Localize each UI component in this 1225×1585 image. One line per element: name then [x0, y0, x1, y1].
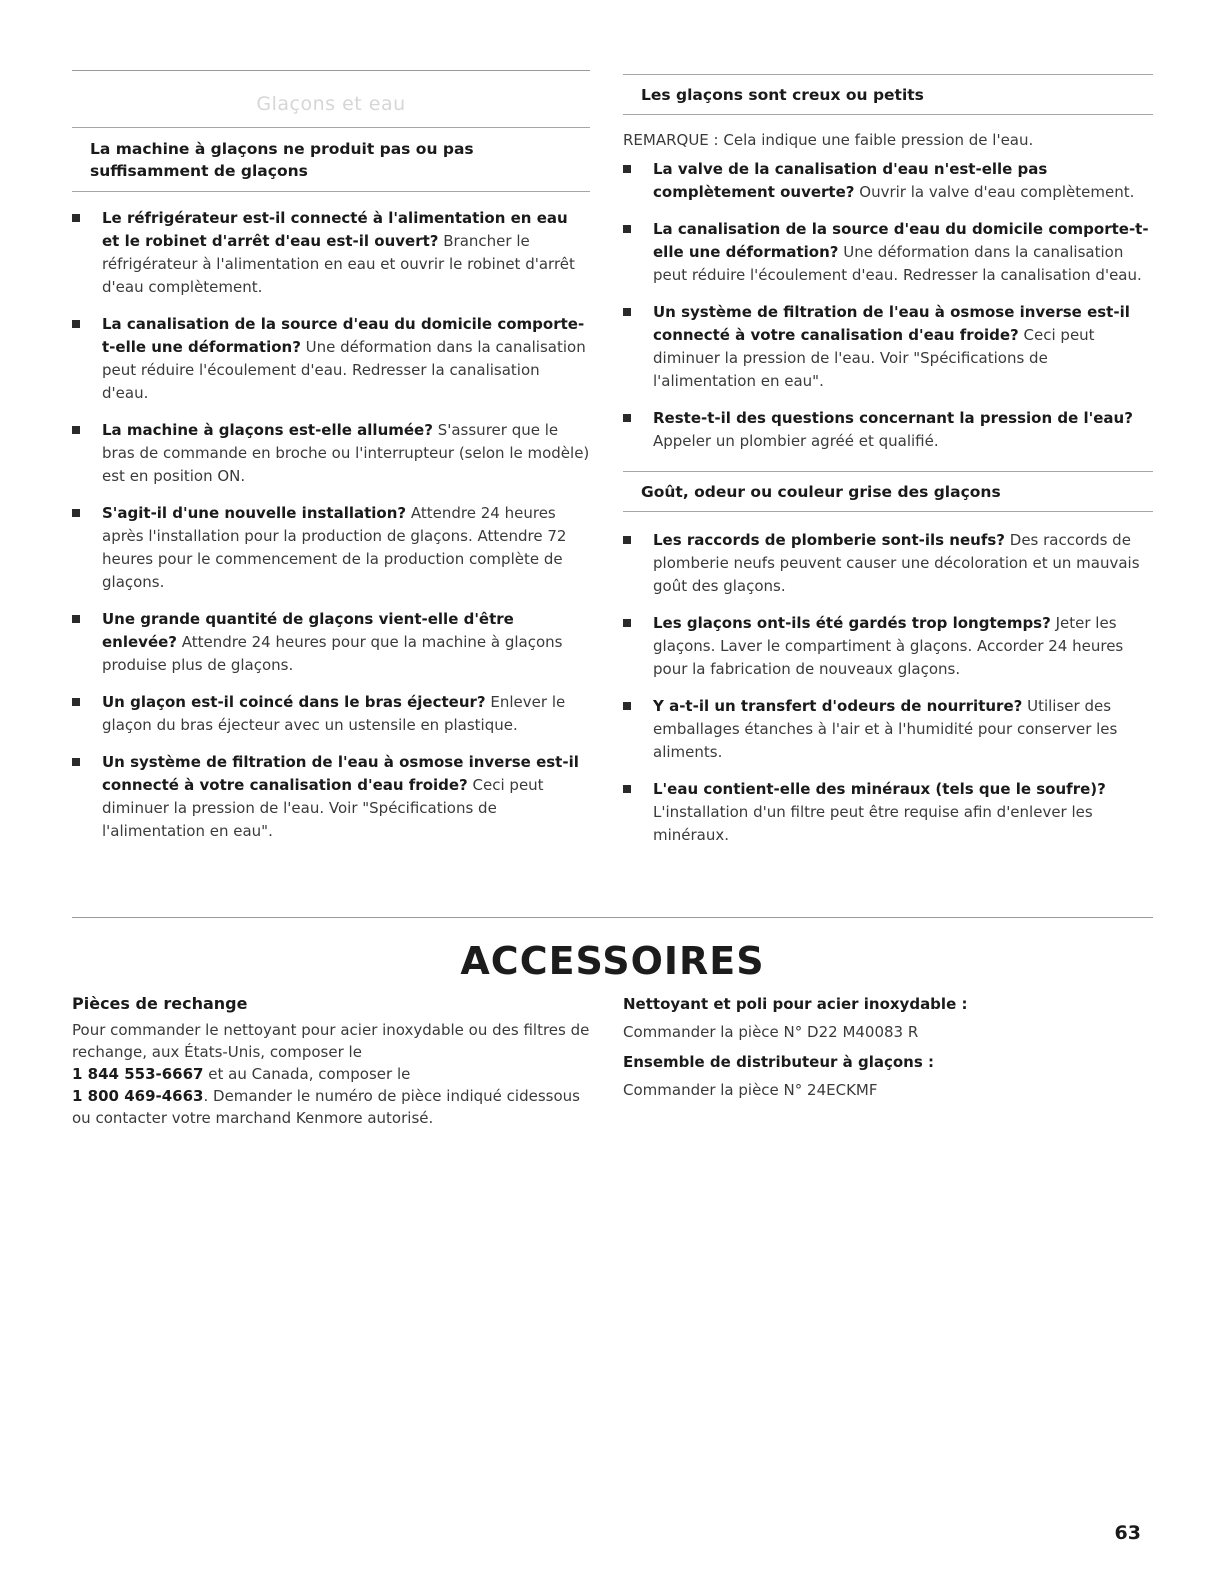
bullet-square-icon: [72, 758, 80, 766]
bullet-square-icon: [623, 225, 631, 233]
bullet-square-icon: [623, 165, 631, 173]
subhead-taste-odor: Goût, odeur ou couleur grise des glaçons: [641, 483, 1001, 501]
list-item: Y a-t-il un transfert d'odeurs de nourriture? Utiliser des emballages étanches à l'air et à l'humidité pour conserver les aliments.: [623, 695, 1153, 764]
list-item: Reste-t-il des questions concernant la pression de l'eau? Appeler un plombier agréé et qualifié.: [623, 407, 1153, 453]
cleaner-label: Nettoyant et poli pour acier inoxydable :: [623, 995, 968, 1013]
note: REMARQUE : Cela indique une faible pression de l'eau.: [623, 131, 1034, 149]
bullet-square-icon: [72, 426, 80, 434]
dispenser-part-number: Commander la pièce N° 24ECKMF: [623, 1081, 878, 1099]
right-column: [623, 74, 1153, 861]
list-item: L'eau contient-elle des minéraux (tels que le soufre)? L'installation d'un filtre peut être requise afin d'enlever les minéraux.: [623, 778, 1153, 847]
list-item: La canalisation de la source d'eau du domicile comporte-t-elle une déformation? Une déformation dans la canalisation peut réduire l'écoulement d'eau. Redresser la canalisation d'eau.: [623, 218, 1153, 287]
subhead-hollow-ice: Les glaçons sont creux ou petits: [641, 86, 924, 104]
replacement-parts-heading: Pièces de rechange: [72, 994, 248, 1013]
bullet-square-icon: [623, 536, 631, 544]
replacement-parts-text: Pour commander le nettoyant pour acier inoxydable ou des filtres de rechange, aux États-Unis, composer le 1 844 553-6667 et au Canada, composer le 1 800 469-4663. Demander le numéro de pièce indiqué cidessous ou contacter votre marchand Kenmore autorisé.: [72, 1021, 590, 1127]
list-item: Une grande quantité de glaçons vient-elle d'être enlevée? Attendre 24 heures pour que la machine à glaçons produise plus de glaçons.: [72, 608, 590, 677]
subhead-ice-production: La machine à glaçons ne produit pas ou pas suffisamment de glaçons: [90, 140, 474, 180]
bullet-list: [623, 529, 1153, 847]
section-title: Glaçons et eau: [256, 93, 406, 115]
bullet-square-icon: [623, 702, 631, 710]
list-item: Un glaçon est-il coincé dans le bras éjecteur? Enlever le glaçon du bras éjecteur avec un ustensile en plastique.: [72, 691, 590, 737]
bullet-list: [72, 207, 590, 843]
bullet-square-icon: [623, 414, 631, 422]
bullet-square-icon: [72, 615, 80, 623]
bullet-square-icon: [623, 785, 631, 793]
accessories-rule: [72, 917, 1153, 918]
bullet-square-icon: [72, 698, 80, 706]
bullet-square-icon: [623, 619, 631, 627]
dispenser-label: Ensemble de distributeur à glaçons :: [623, 1053, 935, 1071]
list-item: Un système de filtration de l'eau à osmose inverse est-il connecté à votre canalisation d'eau froide? Ceci peut diminuer la pression de l'eau. Voir "Spécifications de l'alimentation en eau".: [623, 301, 1153, 393]
bullet-list: [623, 158, 1153, 453]
list-item: La canalisation de la source d'eau du domicile comporte-t-elle une déformation? Une déformation dans la canalisation peut réduire l'écoulement d'eau. Redresser la canalisation d'eau.: [72, 313, 590, 405]
list-item: La valve de la canalisation d'eau n'est-elle pas complètement ouverte? Ouvrir la valve d'eau complètement.: [623, 158, 1153, 204]
list-item: Les raccords de plomberie sont-ils neufs? Des raccords de plomberie neufs peuvent causer une décoloration et un mauvais goût des glaçons.: [623, 529, 1153, 598]
part-numbers-block: [623, 993, 1153, 1109]
accessories-title: ACCESSOIRES: [460, 939, 765, 983]
list-item: La machine à glaçons est-elle allumée? S'assurer que le bras de commande en broche ou l'interrupteur (selon le modèle) est en position ON.: [72, 419, 590, 488]
subhead-box: [623, 74, 1153, 115]
bullet-square-icon: [623, 308, 631, 316]
page-number: 63: [1114, 1522, 1141, 1544]
subhead-box: [623, 471, 1153, 512]
bullet-square-icon: [72, 214, 80, 222]
left-column: [72, 70, 590, 857]
list-item: S'agit-il d'une nouvelle installation? Attendre 24 heures après l'installation pour la production de glaçons. Attendre 72 heures pour le commencement de la production complète de glaçons.: [72, 502, 590, 594]
list-item: Les glaçons ont-ils été gardés trop longtemps? Jeter les glaçons. Laver le compartiment à glaçons. Accorder 24 heures pour la fabrication de nouveaux glaçons.: [623, 612, 1153, 681]
list-item: Le réfrigérateur est-il connecté à l'alimentation en eau et le robinet d'arrêt d'eau est-il ouvert? Brancher le réfrigérateur à l'alimentation en eau et ouvrir le robinet d'arrêt d'eau complètement.: [72, 207, 590, 299]
bullet-square-icon: [72, 509, 80, 517]
phone-canada: 1 800 469-4663: [72, 1087, 204, 1105]
phone-us: 1 844 553-6667: [72, 1065, 204, 1083]
replacement-parts-block: [72, 993, 592, 1129]
list-item: Un système de filtration de l'eau à osmose inverse est-il connecté à votre canalisation d'eau froide? Ceci peut diminuer la pression de l'eau. Voir "Spécifications de l'alimentation en eau".: [72, 751, 590, 843]
bullet-square-icon: [72, 320, 80, 328]
subhead-box: [72, 127, 590, 192]
cleaner-part-number: Commander la pièce N° D22 M40083 R: [623, 1023, 919, 1041]
